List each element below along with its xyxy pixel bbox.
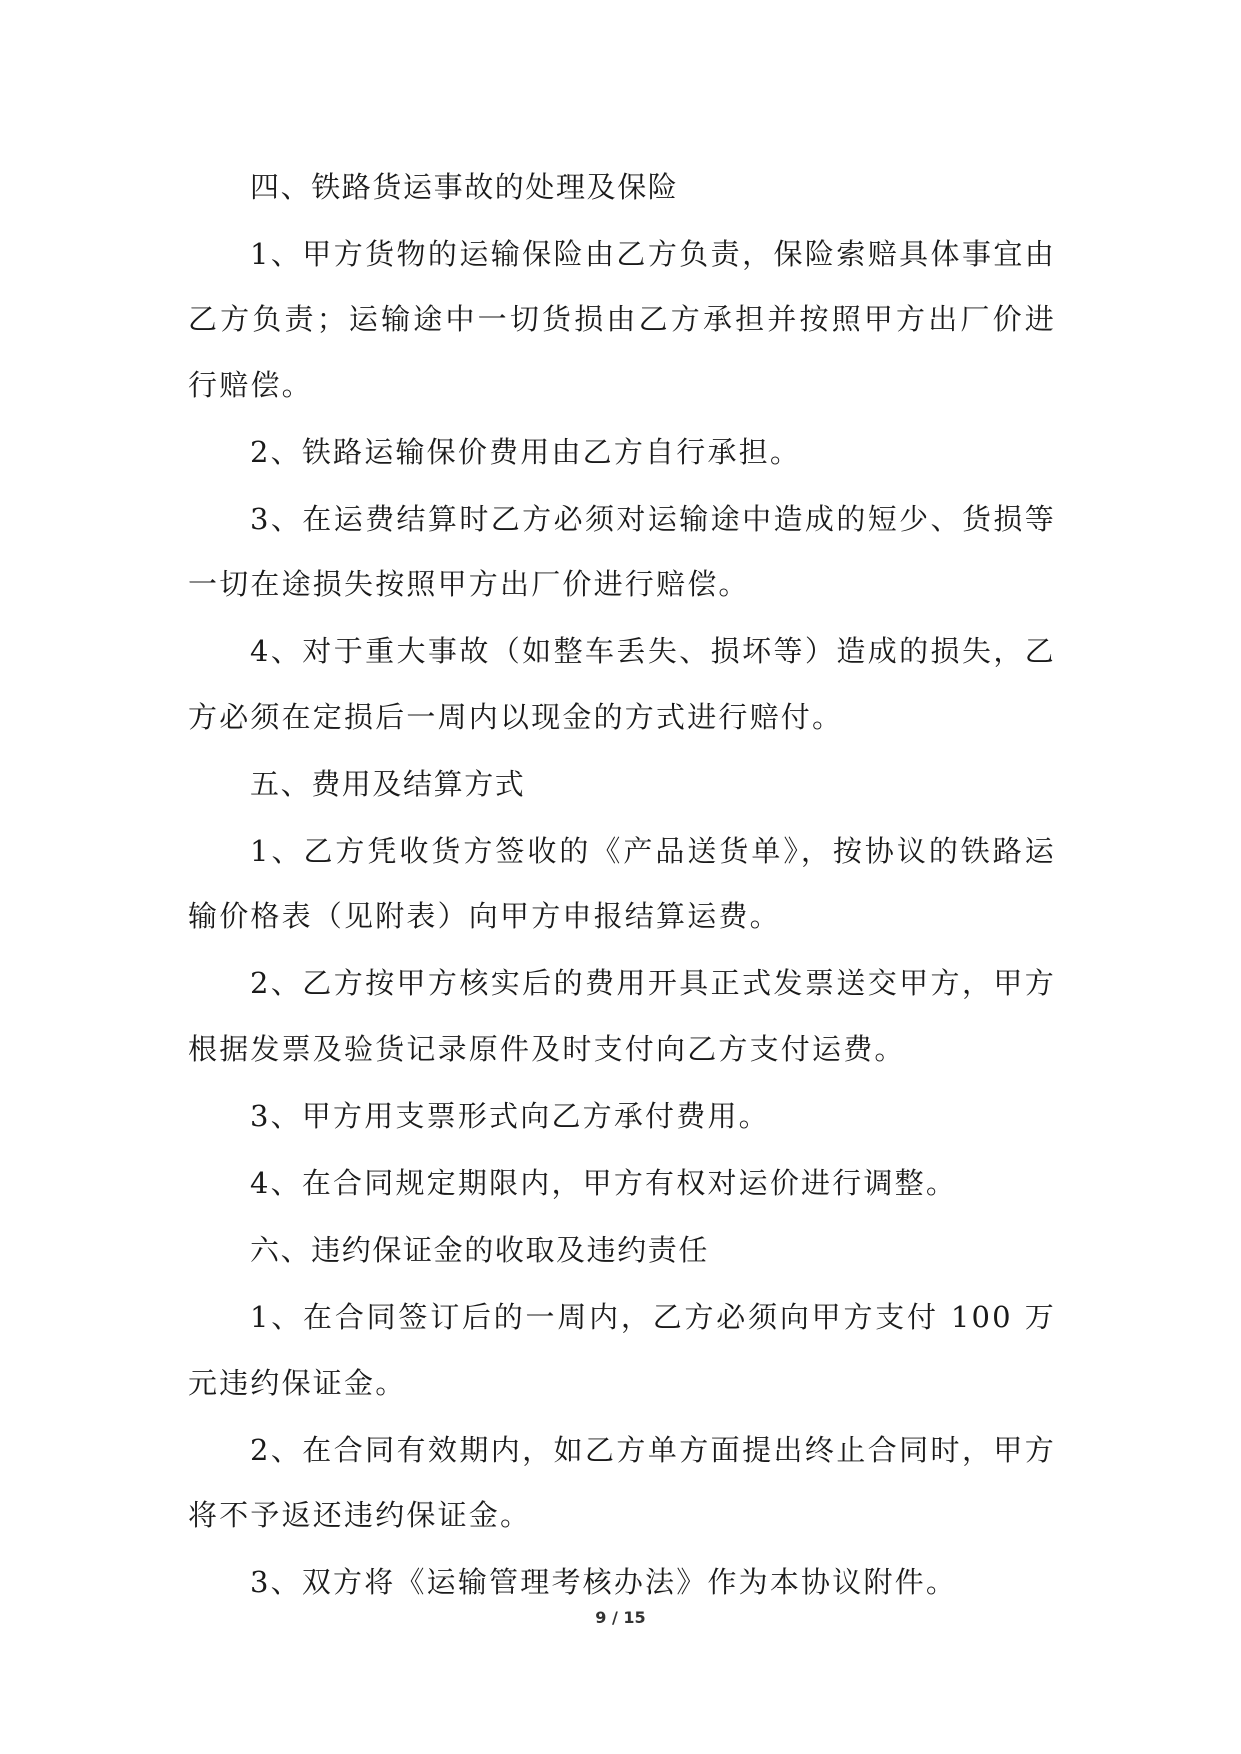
section-heading-6: 六、违约保证金的收取及违约责任 [250, 1233, 710, 1268]
paragraph: 4、对于重大事故（如整车丢失、损坏等）造成的损失，乙方必须在定损后一周内以现金的方式进行赔付。 [188, 634, 1056, 734]
paragraph: 3、双方将《运输管理考核办法》作为本协议附件。 [250, 1565, 958, 1600]
page-number: 9 / 15 [595, 1608, 646, 1627]
paragraph: 3、在运费结算时乙方必须对运输途中造成的短少、货损等一切在途损失按照甲方出厂价进行赔偿。 [188, 502, 1056, 602]
section-heading-5: 五、费用及结算方式 [250, 766, 526, 801]
section-heading-4: 四、铁路货运事故的处理及保险 [250, 170, 679, 204]
document-body [188, 155, 1056, 1617]
paragraph: 2、铁路运输保价费用由乙方自行承担。 [250, 434, 802, 469]
paragraph: 2、在合同有效期内，如乙方单方面提出终止合同时，甲方将不予返还违约保证金。 [188, 1432, 1056, 1533]
paragraph: 4、在合同规定期限内，甲方有权对运价进行调整。 [250, 1166, 958, 1201]
paragraph: 1、乙方凭收货方签收的《产品送货单》，按协议的铁路运输价格表（见附表）向甲方申报结算运费。 [188, 834, 1056, 934]
paragraph: 1、甲方货物的运输保险由乙方负责，保险索赔具体事宜由乙方负责；运输途中一切货损由乙方承担并按照甲方出厂价进行赔偿。 [188, 237, 1056, 402]
paragraph: 3、甲方用支票形式向乙方承付费用。 [250, 1098, 770, 1133]
paragraph: 2、乙方按甲方核实后的费用开具正式发票送交甲方，甲方根据发票及验货记录原件及时支付向乙方支付运费。 [188, 966, 1056, 1066]
paragraph: 1、在合同签订后的一周内，乙方必须向甲方支付 100 万元违约保证金。 [188, 1300, 1056, 1400]
